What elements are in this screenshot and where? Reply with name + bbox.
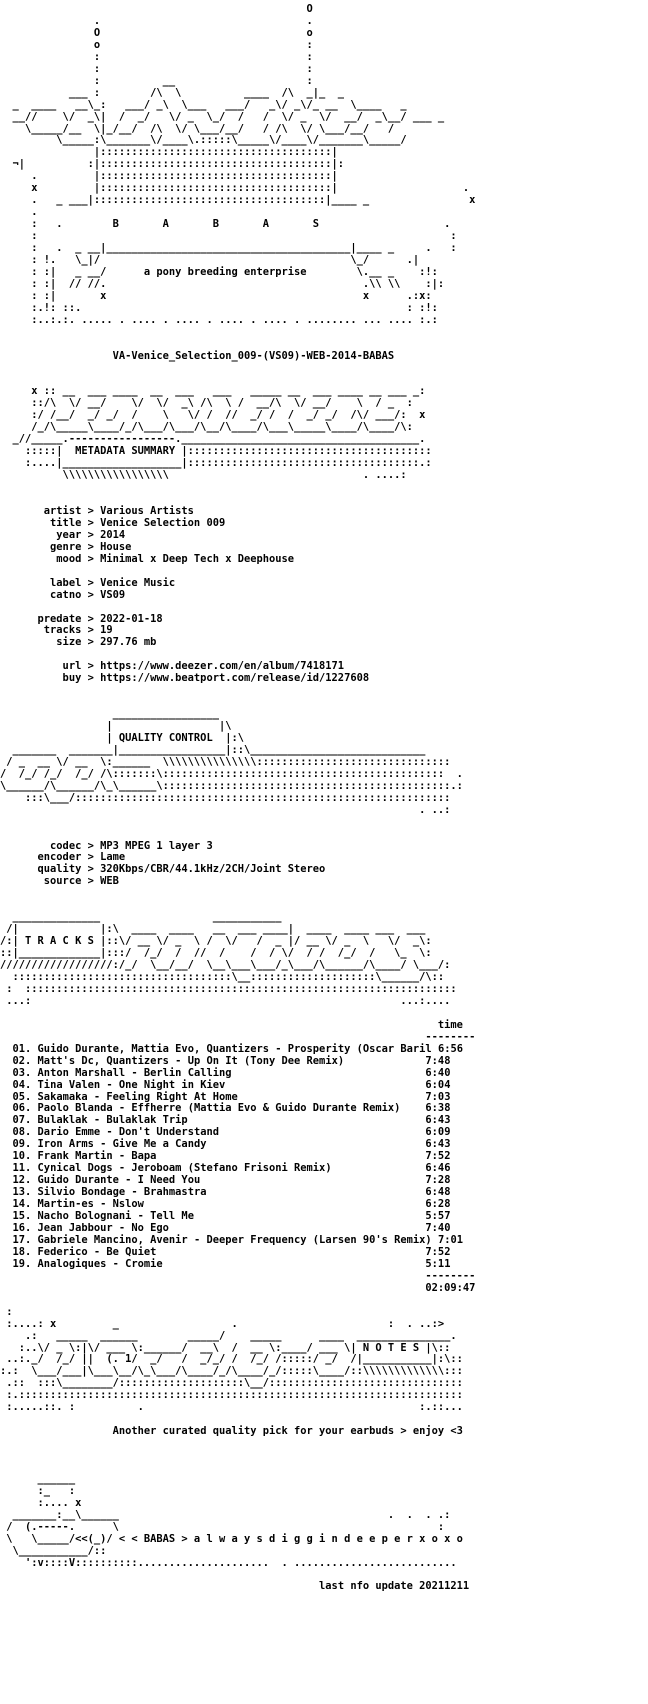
ascii-art-line: ______________ ___________ bbox=[0, 911, 282, 924]
ascii-art-line: _ ____ __\_: ___/ _\ \___ ___/ _\/ _\/_ __ \____ _ bbox=[0, 98, 407, 111]
quality-row-source: source > WEB bbox=[0, 875, 119, 888]
ascii-art-line: / /_/ /_/ /_/ /\:::::::\::::::::::::::::::::::::::::::::::::::::::::: . bbox=[0, 767, 463, 780]
ascii-art-line: ..:._/ /_/ || (. 1/ _/ / _/_/ / /_/ /:::::/ _/ /|___________|:\:: bbox=[0, 1353, 463, 1366]
track-time: 7:48 bbox=[425, 1054, 451, 1067]
ascii-art-line: :.: \___/___|\___\__/\_\___/\____/_/\____/_/:::::\____/::\\\\\\\\\\\\\::: bbox=[0, 1365, 463, 1378]
quality-header-art bbox=[0, 709, 648, 817]
metadata-row-artist: artist > Various Artists bbox=[0, 504, 194, 517]
track-time: 6:28 bbox=[425, 1198, 451, 1211]
notes-header-art bbox=[0, 1307, 648, 1415]
metadata-row-mood: mood > Minimal x Deep Tech x Deephouse bbox=[0, 552, 295, 565]
metadata-row-title: title > Venice Selection 009 bbox=[0, 516, 226, 529]
track-time: 6:56 bbox=[437, 1042, 463, 1055]
ascii-art-line: \___________/:: bbox=[0, 1544, 107, 1557]
footer-art bbox=[0, 1474, 648, 1570]
ascii-art-line: x |:::::::::::::::::::::::::::::::::::::| . bbox=[0, 182, 470, 195]
ascii-art-line: | |\ bbox=[0, 720, 232, 733]
track-time: 7:28 bbox=[425, 1174, 451, 1187]
track-title: Federico - Be Quiet bbox=[31, 1245, 157, 1258]
ascii-art-line: :....: x _ . : . ..:> bbox=[0, 1317, 445, 1330]
ascii-art-line: :.::::::::::::::::::::::::::::::::::::::::::::::::::::::::::::::::::::::: bbox=[0, 1389, 463, 1402]
quality-row-quality: quality > 320Kbps/CBR/44.1kHz/2CH/Joint Stereo bbox=[0, 863, 326, 876]
tracklist bbox=[0, 1044, 648, 1271]
track-time: 5:11 bbox=[425, 1257, 451, 1270]
ascii-art-line: / (.-----. \ : bbox=[0, 1520, 445, 1533]
track-title: Paolo Blanda - Effherre (Mattia Evo & Guido Durante Remix) bbox=[31, 1102, 401, 1115]
track-number: 12. bbox=[12, 1174, 32, 1187]
tracklist-rule-bottom: -------- bbox=[425, 1269, 476, 1282]
track-time: 7:52 bbox=[425, 1150, 451, 1163]
ascii-art-line: ___ : /\ \ ____ /\ _|_ _ bbox=[0, 86, 345, 99]
track-number: 07. bbox=[12, 1114, 32, 1127]
track-time: 6:40 bbox=[425, 1066, 451, 1079]
track-time: 5:57 bbox=[425, 1210, 451, 1223]
track-title: Guido Durante, Mattia Evo, Quantizers - Prosperity (Oscar Baril bbox=[31, 1042, 432, 1055]
ascii-art-line: ¬| :|:::::::::::::::::::::::::::::::::::::|: bbox=[0, 158, 345, 171]
ascii-art-line: / _ __ \/ __ \:______ \\\\\\\\\\\\\\\::::::::::::::::::::::::::::::: bbox=[0, 755, 451, 768]
ascii-art-line: : bbox=[0, 1305, 13, 1318]
track-number: 03. bbox=[12, 1066, 32, 1079]
ascii-art-line: : :| x x .:x: bbox=[0, 289, 432, 302]
ascii-art-line: : __ : bbox=[0, 74, 313, 87]
track-title: Martin-es - Nslow bbox=[31, 1198, 144, 1211]
track-number: 15. bbox=[12, 1210, 32, 1223]
ascii-art-line: O bbox=[0, 3, 313, 15]
track-number: 19. bbox=[12, 1257, 32, 1270]
track-time: 6:43 bbox=[425, 1114, 451, 1127]
track-number: 16. bbox=[12, 1221, 32, 1234]
ascii-art-line: \\\\\\\\\\\\\\\\\ . ....: bbox=[0, 469, 407, 482]
track-title: Silvio Bondage - Brahmastra bbox=[31, 1186, 207, 1199]
ascii-art-line: _//_____.-----------------.______________________________________. bbox=[0, 433, 426, 446]
ascii-art-line: :/ /__/ _/ _/ / \ \/ / // _/ / / _/ _/ /\/ ___/: x bbox=[0, 409, 426, 422]
track-time: 6:46 bbox=[425, 1162, 451, 1175]
tracks-header-art bbox=[0, 912, 648, 1008]
track-number: 18. bbox=[12, 1245, 32, 1258]
ascii-art-line: |:::::::::::::::::::::::::::::::::::::| bbox=[0, 146, 338, 159]
track-title: Cynical Dogs - Jeroboam (Stefano Frisoni Remix) bbox=[31, 1162, 332, 1175]
ascii-art-line: :::::::::::::::::::::::::::::::::::\__::::::::::::::::::::\______/\:: bbox=[0, 970, 445, 983]
ascii-art-line: . ..: bbox=[0, 803, 451, 816]
track-number: 10. bbox=[12, 1150, 32, 1163]
metadata-row-size: size > 297.76 mb bbox=[0, 636, 157, 649]
track-title: Frank Martin - Bapa bbox=[31, 1150, 157, 1163]
ascii-art-line: \_____:\_______\/____\.:::::\_____\/____\/_______\_____/ bbox=[0, 134, 407, 147]
metadata-row-genre: genre > House bbox=[0, 540, 132, 553]
track-number: 08. bbox=[12, 1126, 32, 1139]
metadata-row-year: year > 2014 bbox=[0, 528, 126, 541]
ascii-art-line: .: _____ ______ _____/ _____ ____ _______________. bbox=[0, 1329, 457, 1342]
ascii-art-line: _________________ bbox=[0, 708, 219, 721]
ascii-art-line: :..:.:. ..... . .... . .... . .... . .... . ........ ... .... :.: bbox=[0, 313, 438, 326]
track-time: 6:09 bbox=[425, 1126, 451, 1139]
tracklist-rule-top: -------- bbox=[425, 1030, 476, 1043]
metadata-row-url: url > https://www.deezer.com/en/album/7418171 bbox=[0, 660, 345, 673]
track-time: 7:40 bbox=[425, 1221, 451, 1234]
track-title: Bulaklak - Bulaklak Trip bbox=[31, 1114, 188, 1127]
ascii-art-line: /_/\_____\____/_/\___/\___/\__/\____/\___\_____\____/\____/\: bbox=[0, 421, 413, 434]
tracklist-time-header: time bbox=[437, 1018, 463, 1031]
ascii-art-line: : :| _ __/ a pony breeding enterprise \.__ _ :!: bbox=[0, 265, 438, 278]
ascii-art-line: o : bbox=[0, 38, 313, 51]
babas-logo-art bbox=[0, 4, 648, 327]
metadata-list bbox=[0, 506, 648, 685]
ascii-art-line: ______ bbox=[0, 1472, 76, 1485]
ascii-art-line: :....|___________________|:::::::::::::::::::::::::::::::::::::.: bbox=[0, 457, 432, 470]
track-title: Gabriele Mancino, Avenir - Deeper Frequency (Larsen 90's Remix) bbox=[31, 1233, 432, 1246]
track-time: 6:43 bbox=[425, 1138, 451, 1151]
metadata-row-label: label > Venice Music bbox=[0, 576, 176, 589]
track-title: Jean Jabbour - No Ego bbox=[31, 1221, 169, 1234]
release-name: VA-Venice_Selection_009-(VS09)-WEB-2014-BABAS bbox=[112, 349, 395, 362]
ascii-art-line: _______ _______|_________________|::\____________________________ bbox=[0, 743, 426, 756]
quality-row-encoder: encoder > Lame bbox=[0, 851, 126, 864]
track-number: 02. bbox=[12, 1054, 32, 1067]
track-row bbox=[0, 1259, 648, 1271]
ascii-art-line: /:| T R A C K S |::\/ __ \/ _ \ / \/ / _ |/ __ \/ _ \ \/ _\: bbox=[0, 935, 432, 948]
tracklist-total: 02:09:47 bbox=[425, 1281, 476, 1294]
track-time: 7:03 bbox=[425, 1090, 451, 1103]
ascii-art-line: .:: :::\________/::::::::::::::::::::\__/::::::::::::::::::::::::::::::: bbox=[0, 1377, 463, 1390]
ascii-art-line: O o bbox=[0, 26, 313, 39]
track-time: 6:04 bbox=[425, 1078, 451, 1091]
ascii-art-line: :.!: ::. : :!: bbox=[0, 301, 438, 314]
track-title: Iron Arms - Give Me a Candy bbox=[31, 1138, 207, 1151]
ascii-art-line: ::/\ \/ __/ \/ \/ _\ /\ \ / __/\ \/ __/ \ / _ : bbox=[0, 397, 413, 410]
metadata-row-predate: predate > 2022-01-18 bbox=[0, 612, 163, 625]
track-number: 06. bbox=[12, 1102, 32, 1115]
ascii-art-line: . . bbox=[0, 14, 313, 27]
track-title: Matt's Dc, Quantizers - Up On It (Tony Dee Remix) bbox=[31, 1054, 345, 1067]
ascii-art-line: \______/\______/\_\______\::::::::::::::::::::::::::::::::::::::::::::::.: bbox=[0, 779, 463, 792]
ascii-art-line: : : bbox=[0, 50, 313, 63]
track-number: 01. bbox=[12, 1042, 32, 1055]
notes-text: Another curated quality pick for your earbuds > enjoy <3 bbox=[112, 1425, 463, 1438]
ascii-art-line: :.....::. : . :.::... bbox=[0, 1401, 463, 1414]
metadata-header-art bbox=[0, 386, 648, 482]
ascii-art-line: x :: __ ___ ____ __ ___ ___ _____ __ ___ ____ __ ___ _: bbox=[0, 385, 426, 398]
track-number: 17. bbox=[12, 1233, 32, 1246]
track-title: Nacho Bolognani - Tell Me bbox=[31, 1210, 194, 1223]
track-time: 7:01 bbox=[437, 1233, 463, 1246]
ascii-art-line: \_____/__ \|_/__/ /\ \/ \___/__/ / /\ \/ \___/__/ / bbox=[0, 122, 395, 135]
track-time: 6:38 bbox=[425, 1102, 451, 1115]
ascii-art-line: : : bbox=[0, 230, 457, 243]
ascii-art-line: :_ : bbox=[0, 1484, 76, 1497]
track-time: 6:48 bbox=[425, 1186, 451, 1199]
ascii-art-line: ...: ...:.... bbox=[0, 994, 451, 1007]
ascii-art-line: :.... x bbox=[0, 1496, 82, 1509]
track-time: 7:52 bbox=[425, 1245, 451, 1258]
ascii-art-line: :::\___/:::::::::::::::::::::::::::::::::::::::::::::::::::::::::::: bbox=[0, 791, 451, 804]
ascii-art-line: : . B A B A S . bbox=[0, 218, 451, 231]
track-number: 05. bbox=[12, 1090, 32, 1103]
metadata-row-buy: buy > https://www.beatport.com/release/id/1227608 bbox=[0, 672, 370, 685]
track-number: 04. bbox=[12, 1078, 32, 1091]
ascii-art-line: \ \_____/<<(_)/ < < BABAS > a l w a y s d i g g i n d e e p e r x o x o bbox=[0, 1532, 463, 1545]
ascii-art-line: : :| // //. .\\ \\ :|: bbox=[0, 277, 445, 290]
ascii-art-line: :..\/ _ \:|\/ ___ \:______/ __\ / __ \:____/ ___ \| N O T E S |\:: bbox=[0, 1341, 451, 1354]
ascii-art-line: : !. \_|/ \_/ .| bbox=[0, 254, 420, 267]
ascii-art-line: ::|_____________|:::/ /_/ / // / / / \/ / / /_/ / \_ \: bbox=[0, 947, 432, 960]
ascii-art-line: . bbox=[0, 206, 38, 219]
quality-list bbox=[0, 841, 648, 889]
ascii-art-line: //////////////////:/_/ \__/__/ \__\___\___/_\___/\______/\____/ \___/: bbox=[0, 959, 451, 972]
track-number: 13. bbox=[12, 1186, 32, 1199]
ascii-art-line: /| |:\ ____ ____ __ ___ ____| ____ ____ ___ ___ bbox=[0, 923, 426, 936]
track-title: Anton Marshall - Berlin Calling bbox=[31, 1066, 232, 1079]
ascii-art-line: :::::| METADATA SUMMARY |::::::::::::::::::::::::::::::::::::::: bbox=[0, 445, 432, 458]
ascii-art-line: _______:__\______ . . . .: bbox=[0, 1508, 451, 1521]
metadata-row-tracks: tracks > 19 bbox=[0, 624, 113, 637]
track-title: Dario Emme - Don't Understand bbox=[31, 1126, 219, 1139]
track-number: 11. bbox=[12, 1162, 32, 1175]
ascii-art-line: | QUALITY CONTROL |:\ bbox=[0, 731, 244, 744]
track-number: 14. bbox=[12, 1198, 32, 1211]
footer-update: last nfo update 20211211 bbox=[319, 1580, 470, 1593]
ascii-art-line: ':v::::V::::::::::..................... . .......................... bbox=[0, 1556, 457, 1569]
track-title: Analogiques - Cromie bbox=[31, 1257, 163, 1270]
ascii-art-line: . _ ___|:::::::::::::::::::::::::::::::::::::|____ _ x bbox=[0, 194, 476, 207]
ascii-art-line: : ::::::::::::::::::::::::::::::::::::::::::::::::::::::::::::::::::::: bbox=[0, 982, 457, 995]
track-title: Tina Valen - One Night in Kiev bbox=[31, 1078, 226, 1091]
ascii-art-line: . |:::::::::::::::::::::::::::::::::::::| bbox=[0, 170, 338, 183]
ascii-art-line: : : bbox=[0, 62, 313, 75]
quality-row-codec: codec > MP3 MPEG 1 layer 3 bbox=[0, 839, 213, 852]
track-title: Sakamaka - Feeling Right At Home bbox=[31, 1090, 238, 1103]
ascii-art-line: __// \/ _\| / _/ \/ _ \_/ / / \/ _ \/ __/ _\__/ ___ _ bbox=[0, 110, 445, 123]
ascii-art-line: : . _ __|_______________________________________|____ _ . : bbox=[0, 242, 457, 255]
track-number: 09. bbox=[12, 1138, 32, 1151]
metadata-row-catno: catno > VS09 bbox=[0, 588, 126, 601]
track-title: Guido Durante - I Need You bbox=[31, 1174, 201, 1187]
